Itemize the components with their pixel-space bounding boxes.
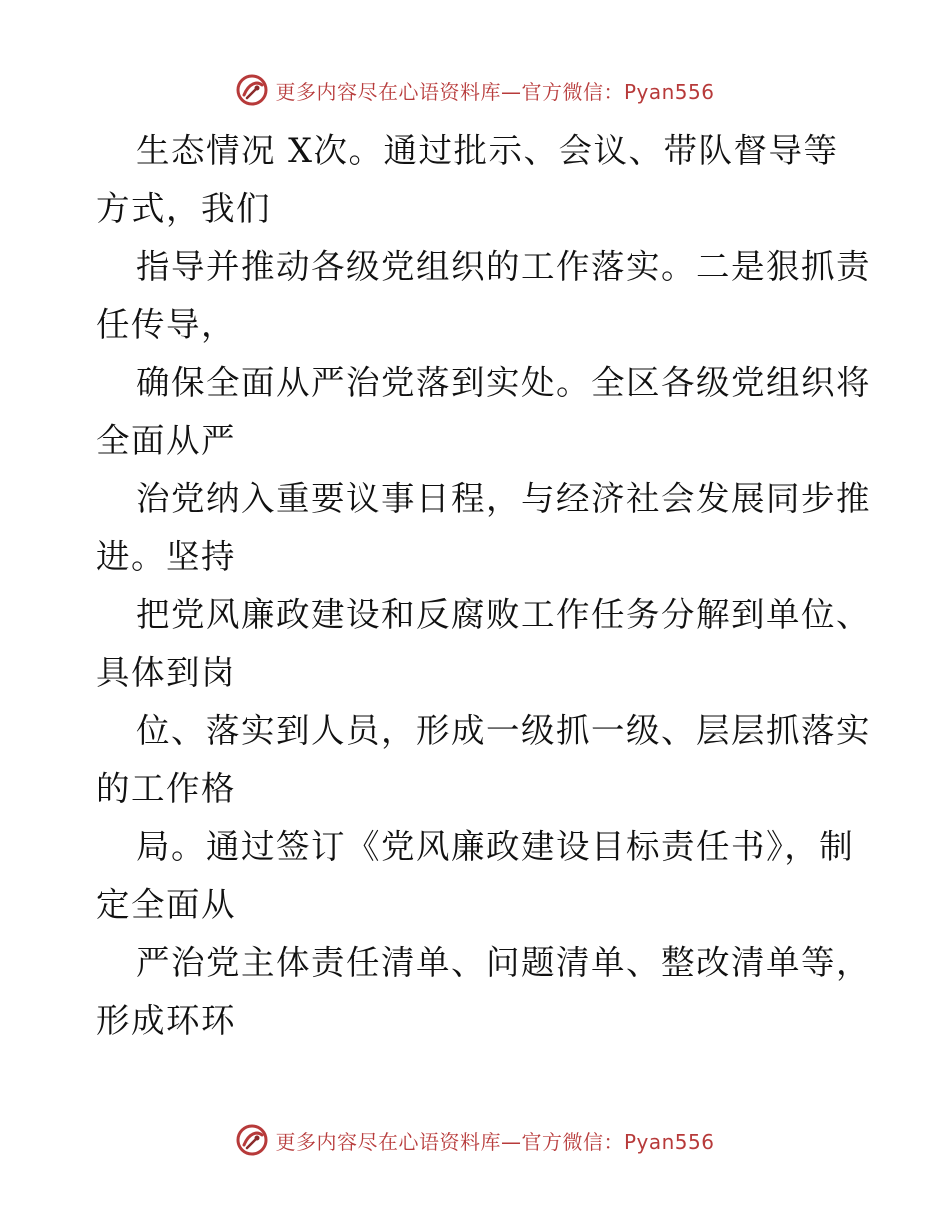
text-line: 确保全面从严治党落到实处。全区各级党组织将: [136, 363, 871, 402]
text-line: 形成环环: [96, 1001, 236, 1040]
logo-swirl-icon: [235, 1123, 269, 1157]
header-watermark-text: 更多内容尽在心语资料库—官方微信：Pyan556: [275, 79, 715, 104]
text-line: 严治党主体责任清单、问题清单、整改清单等，: [136, 943, 871, 982]
text-line: 治党纳入重要议事日程，与经济社会发展同步推: [136, 479, 871, 518]
text-line: 方式，我们: [96, 189, 271, 228]
text-line: 生态情况 X次。通过批示、会议、带队督导等: [136, 131, 839, 170]
header-watermark: [0, 70, 950, 110]
text-line: 把党风廉政建设和反腐败工作任务分解到单位、: [136, 595, 871, 634]
text-line: 局。通过签订《党风廉政建设目标责任书》，制: [136, 827, 855, 866]
text-line: 指导并推动各级党组织的工作落实。二是狠抓责: [136, 247, 871, 286]
footer-watermark-text: 更多内容尽在心语资料库—官方微信：Pyan556: [275, 1129, 715, 1154]
text-line: 的工作格: [96, 769, 236, 808]
text-line: 全面从严: [96, 421, 236, 460]
logo-swirl-icon: [235, 73, 269, 107]
text-line: 具体到岗: [96, 653, 236, 692]
text-line: 进。坚持: [96, 537, 236, 576]
text-line: 定全面从: [96, 885, 236, 924]
document-body: [96, 122, 871, 1050]
text-line: 位、落实到人员，形成一级抓一级、层层抓落实: [136, 711, 871, 750]
footer-watermark: [0, 1120, 950, 1160]
text-line: 任传导，: [96, 305, 236, 344]
